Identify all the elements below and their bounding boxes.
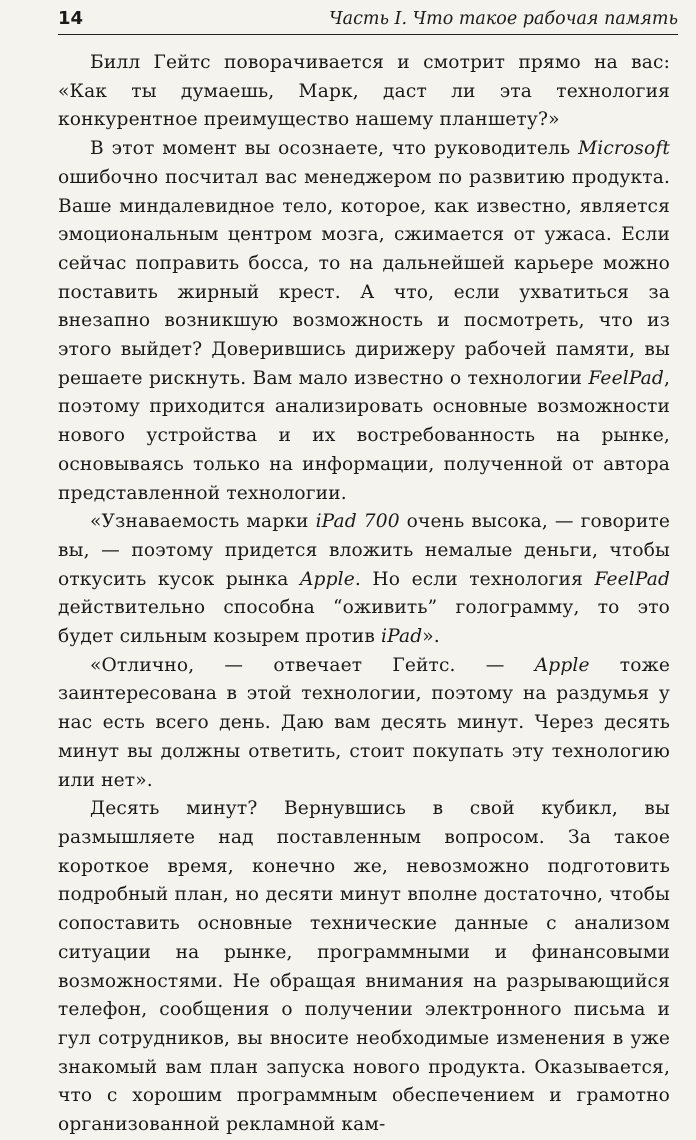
text-run: «Отлично, — отвечает Гейтс. —: [90, 654, 535, 676]
page-number: 14: [58, 8, 84, 29]
italic-term: iPad: [381, 626, 423, 648]
text-run: Билл Гейтс поворачивается и смотрит прямо на вас: «Как ты думаешь, Марк, даст ли эта технология конкурентное преимущество нашему планшету?»: [58, 52, 670, 131]
paragraph: [58, 795, 670, 1139]
italic-term: Apple: [534, 654, 590, 676]
italic-term: FeelPad: [594, 568, 671, 590]
text-run: очень высока, — говорите вы, — поэтому придется вложить немалые деньги, чтобы откусить кусок рынка: [58, 511, 670, 590]
italic-term: FeelPad: [588, 367, 664, 389]
body-text: [58, 49, 670, 1140]
paragraph: [58, 508, 670, 652]
italic-term: Microsoft: [578, 138, 670, 160]
text-run: ошибочно посчитал вас менеджером по развитию продукта. Ваше миндалевидное тело, которое, как известно, является эмоциональным центром мозга, сжимается от ужаса. Если сейчас поправить босса, то на дальнейшей карьере можно поставить жирный крест. А что, если ухватиться за внезапно возникшую возможность и посмотреть, что из этого выйдет? Доверившись дирижеру рабочей памяти, вы решаете рискнуть. Вам мало известно о технологии: [58, 166, 670, 389]
text-run: «Узнаваемость марки: [90, 511, 316, 533]
text-run: В этот момент вы осознаете, что руководитель: [90, 138, 579, 160]
text-run: ».: [422, 626, 440, 648]
chapter-title: Часть I. Что такое рабочая память: [329, 9, 678, 29]
text-run: тоже заинтересована в этой технологии, поэтому на раздумья у нас есть всего день. Даю вам десять минут. Через десять минут вы должны ответить, стоит покупать эту технологию или нет».: [58, 654, 670, 791]
text-run: . Но если технология: [354, 568, 595, 590]
paragraph: [58, 135, 670, 508]
paragraph: [58, 652, 670, 796]
text-run: действительно способна “оживить” голограмму, то это будет сильным козырем против: [58, 597, 670, 648]
running-head: [58, 4, 678, 35]
paragraph: [58, 49, 670, 135]
text-run: , поэтому приходится анализировать основные возможности нового устройства и их востребованность на рынке, основываясь только на информации, полученной от автора представленной технологии.: [58, 367, 670, 504]
italic-term: Apple: [299, 568, 355, 590]
italic-term: iPad 700: [315, 511, 400, 533]
text-run: Десять минут? Вернувшись в свой кубикл, вы размышляете над поставленным вопросом. За такое короткое время, конечно же, невозможно подготовить подробный план, но десяти минут вполне достаточно, чтобы сопоставить основные технические данные с анализом ситуации на рынке, программными и финансовыми возможностями. Не обращая внимания на разрывающийся телефон, сообщения о получении электронного письма и гул сотрудников, вы вносите необходимые изменения в уже знакомый вам план запуска нового продукта. Оказывается, что с хорошим программным обеспечением и грамотно организованной рекламной кам-: [58, 798, 670, 1136]
